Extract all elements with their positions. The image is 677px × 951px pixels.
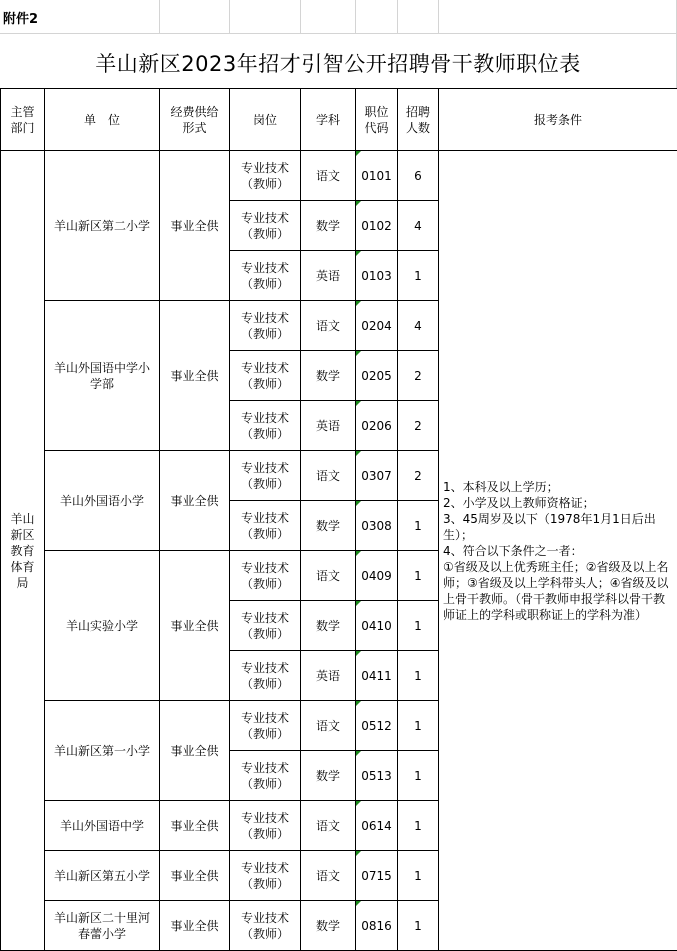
count-cell: 1 bbox=[398, 501, 439, 551]
condition-line: 4、符合以下条件之一者： bbox=[443, 543, 583, 558]
code-cell: 0206 bbox=[356, 401, 398, 451]
count-cell: 1 bbox=[398, 801, 439, 851]
funding-cell: 事业全供 bbox=[160, 451, 230, 551]
header-unit: 单 位 bbox=[45, 89, 160, 151]
page-title: 羊山新区2023年招才引智公开招聘骨干教师职位表 bbox=[95, 52, 581, 76]
unit-cell: 羊山外国语中学小学部 bbox=[45, 301, 160, 451]
position-cell bbox=[230, 301, 301, 351]
count-cell: 1 bbox=[398, 701, 439, 751]
code-cell: 0409 bbox=[356, 551, 398, 601]
position-line1: 专业技术 bbox=[240, 910, 289, 925]
subject-cell: 数学 bbox=[301, 201, 356, 251]
condition-line: 3、45周岁及以下（1978年1月1日后出生）； bbox=[443, 511, 656, 542]
position-cell bbox=[230, 601, 301, 651]
position-line1: 专业技术 bbox=[240, 460, 289, 475]
position-line2: （教师） bbox=[240, 176, 289, 191]
grid-cell bbox=[438, 0, 677, 34]
code-cell: 0411 bbox=[356, 651, 398, 701]
subject-cell: 语文 bbox=[301, 801, 356, 851]
position-line2: （教师） bbox=[240, 276, 289, 291]
header-row bbox=[1, 89, 677, 151]
code-cell: 0410 bbox=[356, 601, 398, 651]
funding-cell: 事业全供 bbox=[160, 801, 230, 851]
subject-cell: 数学 bbox=[301, 751, 356, 801]
count-cell: 1 bbox=[398, 651, 439, 701]
position-line2: （教师） bbox=[240, 576, 289, 591]
position-cell bbox=[230, 251, 301, 301]
subject-cell: 语文 bbox=[301, 301, 356, 351]
position-cell bbox=[230, 451, 301, 501]
position-cell bbox=[230, 801, 301, 851]
subject-cell: 语文 bbox=[301, 851, 356, 901]
code-cell: 0512 bbox=[356, 701, 398, 751]
count-cell: 1 bbox=[398, 601, 439, 651]
positions-table bbox=[0, 88, 677, 951]
position-line1: 专业技术 bbox=[240, 260, 289, 275]
position-cell bbox=[230, 551, 301, 601]
condition-line: 2、小学及以上教师资格证； bbox=[443, 495, 595, 510]
funding-cell: 事业全供 bbox=[160, 901, 230, 951]
count-cell: 2 bbox=[398, 351, 439, 401]
code-cell: 0308 bbox=[356, 501, 398, 551]
position-line2: （教师） bbox=[240, 626, 289, 641]
count-cell: 1 bbox=[398, 901, 439, 951]
funding-cell: 事业全供 bbox=[160, 551, 230, 701]
department-cell: 羊山新区教育体育局 bbox=[1, 151, 45, 951]
position-line1: 专业技术 bbox=[240, 860, 289, 875]
header-position: 岗位 bbox=[230, 89, 301, 151]
subject-cell: 数学 bbox=[301, 501, 356, 551]
position-line2: （教师） bbox=[240, 426, 289, 441]
title-row bbox=[0, 34, 677, 88]
condition-line: 1、本科及以上学历； bbox=[443, 479, 559, 494]
position-line2: （教师） bbox=[240, 926, 289, 941]
subject-cell: 语文 bbox=[301, 701, 356, 751]
grid-cell bbox=[355, 0, 398, 34]
code-cell: 0513 bbox=[356, 751, 398, 801]
spreadsheet-top-row bbox=[0, 0, 677, 34]
position-line2: （教师） bbox=[240, 226, 289, 241]
header-code: 职位代码 bbox=[356, 89, 398, 151]
header-subject: 学科 bbox=[301, 89, 356, 151]
unit-cell: 羊山外国语小学 bbox=[45, 451, 160, 551]
position-line1: 专业技术 bbox=[240, 210, 289, 225]
position-line1: 专业技术 bbox=[240, 810, 289, 825]
position-line1: 专业技术 bbox=[240, 660, 289, 675]
code-cell: 0614 bbox=[356, 801, 398, 851]
position-cell bbox=[230, 901, 301, 951]
funding-cell: 事业全供 bbox=[160, 851, 230, 901]
conditions-cell bbox=[439, 151, 677, 951]
attachment-label: 附件2 bbox=[3, 12, 39, 27]
position-cell bbox=[230, 751, 301, 801]
unit-cell: 羊山实验小学 bbox=[45, 551, 160, 701]
position-line1: 专业技术 bbox=[240, 760, 289, 775]
header-dept: 主管部门 bbox=[1, 89, 45, 151]
position-line2: （教师） bbox=[240, 676, 289, 691]
grid-cell bbox=[300, 0, 356, 34]
unit-cell: 羊山新区第二小学 bbox=[45, 151, 160, 301]
position-cell bbox=[230, 501, 301, 551]
position-line2: （教师） bbox=[240, 876, 289, 891]
subject-cell: 语文 bbox=[301, 451, 356, 501]
count-cell: 4 bbox=[398, 201, 439, 251]
count-cell: 2 bbox=[398, 451, 439, 501]
position-line2: （教师） bbox=[240, 726, 289, 741]
position-cell bbox=[230, 351, 301, 401]
position-line1: 专业技术 bbox=[240, 410, 289, 425]
code-cell: 0101 bbox=[356, 151, 398, 201]
grid-cell bbox=[159, 0, 230, 34]
header-count: 招聘人数 bbox=[398, 89, 439, 151]
unit-cell: 羊山新区第五小学 bbox=[45, 851, 160, 901]
grid-cell bbox=[229, 0, 301, 34]
count-cell: 2 bbox=[398, 401, 439, 451]
unit-cell: 羊山外国语中学 bbox=[45, 801, 160, 851]
position-line2: （教师） bbox=[240, 526, 289, 541]
unit-cell: 羊山新区二十里河春蕾小学 bbox=[45, 901, 160, 951]
position-line1: 专业技术 bbox=[240, 710, 289, 725]
position-line1: 专业技术 bbox=[240, 310, 289, 325]
funding-cell: 事业全供 bbox=[160, 701, 230, 801]
header-funding: 经费供给形式 bbox=[160, 89, 230, 151]
condition-line: ①省级及以上优秀班主任；②省级及以上名师；③省级及以上学科带头人；④省级及以上骨干教师。（骨干教师申报学科以骨干教师证上的学科或职称证上的学科为准） bbox=[443, 559, 669, 622]
count-cell: 4 bbox=[398, 301, 439, 351]
code-cell: 0103 bbox=[356, 251, 398, 301]
header-conditions: 报考条件 bbox=[439, 89, 677, 151]
position-line1: 专业技术 bbox=[240, 610, 289, 625]
subject-cell: 数学 bbox=[301, 601, 356, 651]
subject-cell: 英语 bbox=[301, 251, 356, 301]
count-cell: 1 bbox=[398, 251, 439, 301]
funding-cell: 事业全供 bbox=[160, 301, 230, 451]
position-cell bbox=[230, 701, 301, 751]
count-cell: 1 bbox=[398, 851, 439, 901]
position-line1: 专业技术 bbox=[240, 160, 289, 175]
count-cell: 1 bbox=[398, 551, 439, 601]
position-line2: （教师） bbox=[240, 826, 289, 841]
position-line2: （教师） bbox=[240, 476, 289, 491]
code-cell: 0102 bbox=[356, 201, 398, 251]
code-cell: 0715 bbox=[356, 851, 398, 901]
position-line1: 专业技术 bbox=[240, 510, 289, 525]
subject-cell: 数学 bbox=[301, 901, 356, 951]
count-cell: 6 bbox=[398, 151, 439, 201]
code-cell: 0816 bbox=[356, 901, 398, 951]
grid-cell bbox=[397, 0, 439, 34]
position-cell bbox=[230, 851, 301, 901]
position-cell bbox=[230, 401, 301, 451]
subject-cell: 数学 bbox=[301, 351, 356, 401]
position-line2: （教师） bbox=[240, 376, 289, 391]
code-cell: 0307 bbox=[356, 451, 398, 501]
subject-cell: 语文 bbox=[301, 151, 356, 201]
table-row bbox=[1, 151, 677, 201]
position-cell bbox=[230, 651, 301, 701]
position-line1: 专业技术 bbox=[240, 560, 289, 575]
code-cell: 0204 bbox=[356, 301, 398, 351]
subject-cell: 语文 bbox=[301, 551, 356, 601]
count-cell: 1 bbox=[398, 751, 439, 801]
funding-cell: 事业全供 bbox=[160, 151, 230, 301]
position-line2: （教师） bbox=[240, 326, 289, 341]
subject-cell: 英语 bbox=[301, 651, 356, 701]
code-cell: 0205 bbox=[356, 351, 398, 401]
subject-cell: 英语 bbox=[301, 401, 356, 451]
position-line2: （教师） bbox=[240, 776, 289, 791]
position-cell bbox=[230, 151, 301, 201]
position-line1: 专业技术 bbox=[240, 360, 289, 375]
position-cell bbox=[230, 201, 301, 251]
unit-cell: 羊山新区第一小学 bbox=[45, 701, 160, 801]
